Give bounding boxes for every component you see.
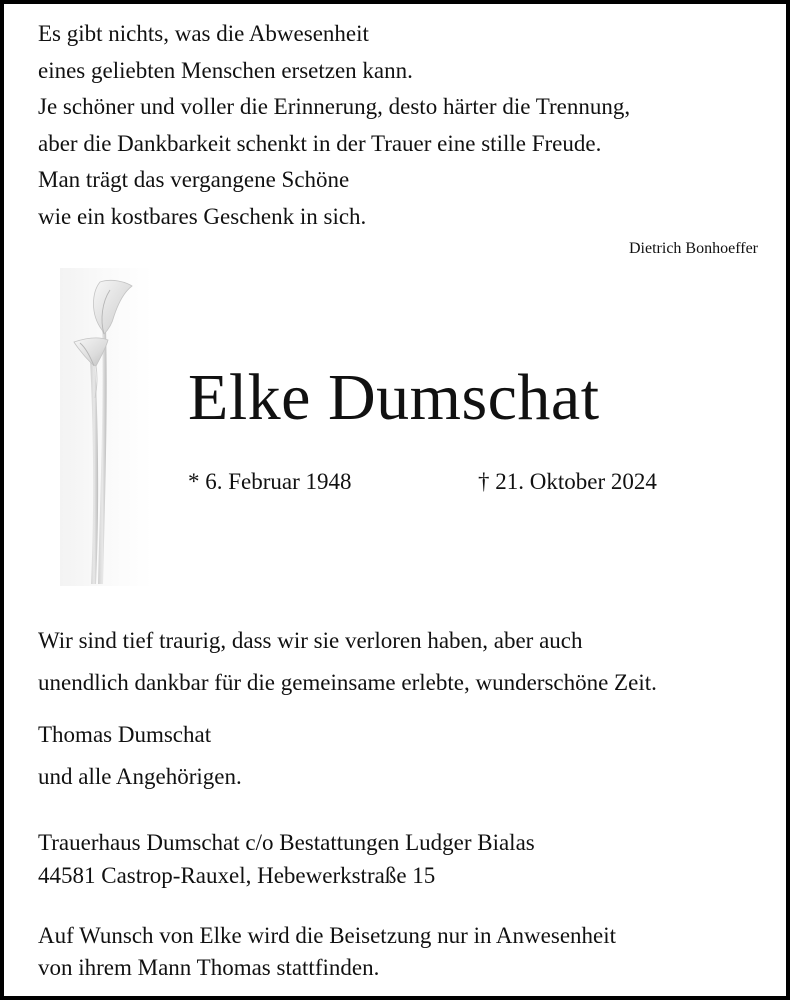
quote-line: wie ein kostbares Geschenk in sich. [38,203,367,229]
deceased-name: Elke Dumschat [188,361,600,434]
burial-notice [38,920,616,984]
address-block [38,826,535,892]
birth-date: * 6. Februar 1948 [188,469,352,494]
quote-block [38,16,768,235]
notice-line: von ihrem Mann Thomas stattfinden. [38,955,380,980]
quote-line: Je schöner und voller die Erinnerung, desto härter die Trennung, [38,94,631,119]
condolence-message [38,620,657,704]
address-line: 44581 Castrop-Rauxel, Hebewerkstraße 15 [38,863,436,888]
quote-line: Man trägt das vergangene Schöne [38,167,350,192]
address-line: Trauerhaus Dumschat c/o Bestattungen Ludger Bialas [38,830,535,855]
message-line: Wir sind tief traurig, dass wir sie verloren haben, aber auch [38,628,583,653]
quote-line: eines geliebten Menschen ersetzen kann. [38,57,413,83]
notice-line: Auf Wunsch von Elke wird die Beisetzung nur in Anwesenheit [38,923,617,948]
death-date: † 21. Oktober 2024 [478,469,657,494]
quote-line: Es gibt nichts, was die Abwesenheit [38,21,369,46]
signer-line: Thomas Dumschat [38,722,212,747]
quote-author: Dietrich Bonhoeffer [629,240,758,257]
calla-lily-image [60,268,152,586]
quote-line: aber die Dankbarkeit schenkt in der Trauer eine stille Freude. [38,130,602,156]
signer-line: und alle Angehörigen. [38,764,242,789]
message-line: unendlich dankbar für die gemeinsame erlebte, wunderschöne Zeit. [38,670,657,695]
signers-block [38,714,242,798]
